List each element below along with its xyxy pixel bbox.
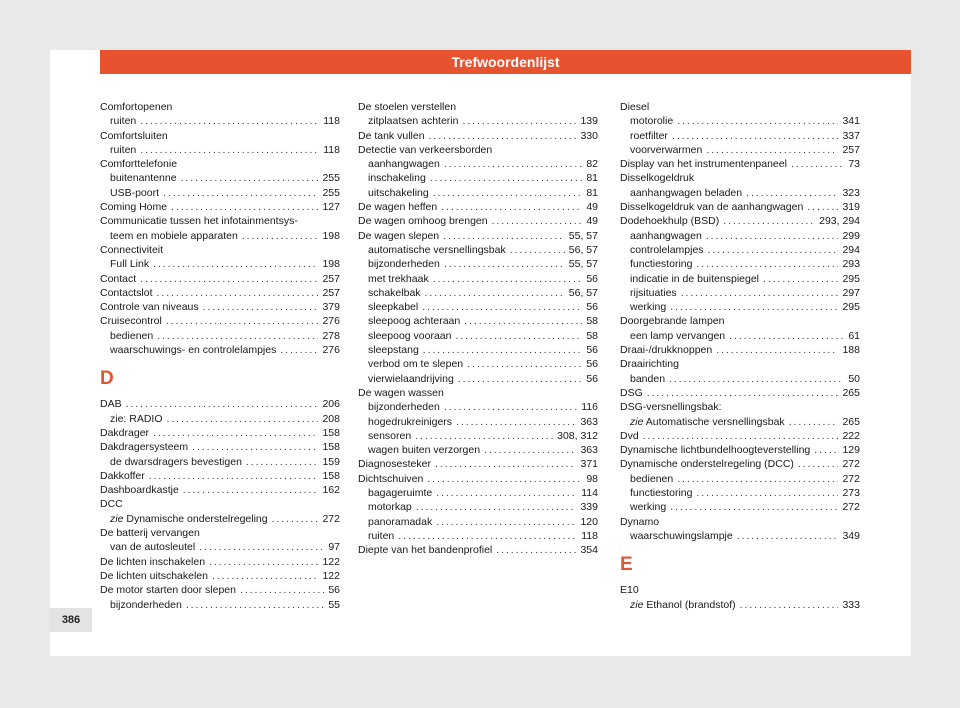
index-entry[interactable] — [100, 469, 340, 483]
entry-label: motorolie — [630, 115, 674, 128]
entry-label: sleepoog achteraan — [368, 315, 461, 328]
entry-page: 116 — [581, 401, 598, 414]
entry-label: Cruisecontrol — [100, 315, 162, 328]
entry-page: 255 — [322, 172, 340, 185]
index-entry[interactable] — [100, 257, 340, 271]
entry-page: 56 — [586, 344, 598, 357]
entry-page: 222 — [842, 429, 860, 442]
index-entry[interactable] — [358, 329, 598, 343]
see-target: Ethanol (brandstof) — [646, 598, 736, 611]
index-heading: Disselkogeldruk — [620, 172, 695, 185]
entry-page: 139 — [580, 115, 598, 128]
entry-page: 257 — [322, 286, 340, 299]
entry-page: 73 — [848, 158, 860, 171]
entry-label: De lichten inschakelen — [100, 555, 206, 568]
entry-page: 363 — [580, 444, 598, 457]
entry-page: 158 — [322, 469, 340, 482]
index-heading: Comforttelefonie — [100, 158, 178, 171]
index-heading: DSG-versnellingsbak: — [620, 401, 722, 414]
entry-label: Controle van niveaus — [100, 301, 199, 314]
entry-label: verbod om te slepen — [368, 358, 464, 371]
index-entry[interactable] — [358, 472, 598, 486]
index-heading: De stoelen verstellen — [358, 101, 457, 113]
index-heading: Diesel — [620, 101, 650, 113]
entry-page: 56 — [586, 358, 598, 371]
index-column-1 — [100, 100, 340, 612]
index-entry[interactable] — [620, 114, 860, 128]
entry-page: 127 — [322, 201, 340, 214]
entry-label: de dwarsdragers bevestigen — [110, 455, 242, 468]
entry-label: buitenantenne — [110, 172, 177, 185]
entry-label: De wagen slepen — [358, 229, 440, 242]
entry-label: teem en mobiele apparaten — [110, 229, 238, 242]
entry-label: van de autosleutel — [110, 541, 196, 554]
index-entry[interactable] — [358, 357, 598, 371]
index-entry[interactable] — [100, 555, 340, 569]
index-page — [50, 50, 911, 656]
entry-label: De wagen omhoog brengen — [358, 215, 488, 228]
entry-page: 295 — [842, 272, 860, 285]
entry-page: 206 — [322, 398, 340, 411]
index-entry[interactable] — [358, 372, 598, 386]
entry-label: automatische versnellingsbak — [368, 243, 506, 256]
index-entry[interactable] — [358, 214, 598, 228]
index-heading: Dynamo — [620, 515, 660, 528]
index-heading: De wagen wassen — [358, 386, 444, 399]
index-entry[interactable] — [100, 229, 340, 243]
entry-page: 55, 57 — [568, 258, 598, 271]
index-entry[interactable] — [358, 157, 598, 171]
index-entry[interactable] — [100, 483, 340, 497]
entry-page: 188 — [842, 344, 860, 357]
entry-page: 56 — [328, 584, 340, 597]
index-entry[interactable] — [100, 583, 340, 597]
entry-page: 114 — [581, 487, 598, 500]
entry-page: 97 — [328, 541, 340, 554]
entry-page: 272 — [842, 458, 860, 471]
entry-label: sleepstang — [368, 344, 419, 357]
entry-label — [630, 415, 785, 429]
entry-label: motorkap — [368, 501, 412, 514]
entry-label: met trekhaak — [368, 272, 429, 285]
index-heading: Connectiviteit — [100, 243, 164, 256]
index-entry[interactable] — [620, 472, 860, 486]
entry-label: functiestoring — [630, 258, 693, 271]
entry-page: 276 — [322, 344, 340, 357]
entry-label: Disselkogeldruk van de aanhangwagen — [620, 201, 804, 214]
entry-page: 56, 57 — [568, 286, 598, 299]
entry-page: 293, 294 — [819, 215, 860, 228]
index-entry[interactable] — [620, 186, 860, 200]
entry-page: 198 — [322, 258, 340, 271]
entry-label: ruiten — [110, 115, 137, 128]
entry-page: 319 — [842, 201, 860, 214]
index-entry[interactable] — [358, 171, 598, 185]
index-entry[interactable] — [358, 400, 598, 414]
index-entry[interactable] — [358, 186, 598, 200]
entry-label: een lamp vervangen — [630, 329, 726, 342]
entry-page: 56 — [586, 372, 598, 385]
index-entry[interactable] — [358, 286, 598, 300]
index-entry[interactable] — [100, 286, 340, 300]
see-prefix: zie — [630, 415, 644, 428]
index-entry[interactable] — [100, 343, 340, 357]
entry-page: 81 — [586, 186, 598, 199]
index-entry[interactable] — [358, 200, 598, 214]
entry-page: 118 — [581, 529, 598, 542]
entry-page: 81 — [586, 172, 598, 185]
index-entry[interactable] — [620, 329, 860, 343]
entry-page: 198 — [322, 229, 340, 242]
entry-page: 272 — [842, 501, 860, 514]
entry-page: 158 — [322, 426, 340, 439]
entry-page: 272 — [322, 512, 340, 525]
index-entry[interactable] — [100, 143, 340, 157]
see-target: Automatische versnellingsbak — [645, 415, 785, 428]
entry-label: Coming Home — [100, 201, 168, 214]
entry-page: 49 — [586, 215, 598, 228]
entry-label: bijzonderheden — [368, 401, 440, 414]
index-entry[interactable] — [620, 286, 860, 300]
entry-label: Diagnosesteker — [358, 458, 431, 471]
entry-page: 339 — [580, 501, 598, 514]
index-entry[interactable] — [358, 429, 598, 443]
entry-page: 82 — [586, 158, 598, 171]
index-heading: Doorgebrande lampen — [620, 315, 725, 328]
entry-page: 371 — [580, 458, 598, 471]
index-entry[interactable] — [358, 415, 598, 429]
index-entry[interactable] — [100, 397, 340, 411]
entry-page: 293 — [842, 258, 860, 271]
entry-page: 61 — [848, 329, 860, 342]
index-entry[interactable] — [620, 500, 860, 514]
entry-label: Dodehoekhulp (BSD) — [620, 215, 720, 228]
index-entry[interactable] — [358, 543, 598, 557]
index-entry[interactable] — [620, 300, 860, 314]
entry-page: 56 — [586, 301, 598, 314]
index-entry[interactable] — [620, 157, 860, 171]
page-number: 386 — [50, 608, 92, 632]
entry-label: aanhangwagen — [630, 229, 702, 242]
entry-page: 273 — [842, 487, 860, 500]
entry-page: 122 — [322, 555, 340, 568]
entry-label: De wagen heffen — [358, 201, 438, 214]
entry-label: sleepoog vooraan — [368, 329, 452, 342]
index-entry[interactable] — [620, 257, 860, 271]
entry-label: ruiten — [110, 143, 137, 156]
index-entry[interactable] — [358, 272, 598, 286]
index-entry[interactable] — [358, 229, 598, 243]
entry-label: DSG — [620, 386, 643, 399]
entry-page: 379 — [322, 301, 340, 314]
entry-label: werking — [630, 301, 667, 314]
entry-label: Draai-/drukknoppen — [620, 344, 713, 357]
index-entry[interactable] — [100, 171, 340, 185]
entry-label: roetfilter — [630, 129, 668, 142]
index-heading: Detectie van verkeersborden — [358, 143, 493, 156]
entry-label: panoramadak — [368, 515, 433, 528]
entry-label: DAB — [100, 398, 122, 411]
index-entry[interactable] — [100, 200, 340, 214]
index-entry[interactable] — [100, 440, 340, 454]
index-entry[interactable] — [620, 598, 860, 612]
index-entry[interactable] — [358, 300, 598, 314]
entry-label: bagageruimte — [368, 487, 433, 500]
entry-page: 158 — [322, 441, 340, 454]
index-entry[interactable] — [358, 243, 598, 257]
entry-label: Full Link — [110, 258, 150, 271]
index-entry[interactable] — [620, 229, 860, 243]
entry-page: 337 — [842, 129, 860, 142]
entry-label: indicatie in de buitenspiegel — [630, 272, 760, 285]
entry-label: De motor starten door slepen — [100, 584, 236, 597]
index-entry[interactable] — [620, 486, 860, 500]
entry-label: aanhangwagen — [368, 158, 440, 171]
index-entry[interactable] — [100, 540, 340, 554]
entry-label: vierwielaandrijving — [368, 372, 454, 385]
index-entry[interactable] — [100, 300, 340, 314]
entry-label: functiestoring — [630, 487, 693, 500]
entry-page: 162 — [322, 484, 340, 497]
entry-page: 294 — [842, 243, 860, 256]
index-entry[interactable] — [620, 214, 860, 228]
entry-page: 118 — [323, 143, 340, 156]
entry-page: 55, 57 — [568, 229, 598, 242]
index-column-3 — [620, 100, 860, 612]
entry-label: schakelbak — [368, 286, 421, 299]
entry-label: Dynamische onderstelregeling (DCC) — [620, 458, 794, 471]
entry-page: 354 — [580, 544, 598, 557]
entry-page: 295 — [842, 301, 860, 314]
index-entry[interactable] — [100, 455, 340, 469]
entry-page: 272 — [842, 472, 860, 485]
entry-label — [630, 598, 736, 612]
entry-page: 276 — [322, 315, 340, 328]
entry-page: 49 — [586, 201, 598, 214]
index-entry[interactable] — [358, 457, 598, 471]
index-entry[interactable] — [358, 515, 598, 529]
entry-label: sensoren — [368, 429, 412, 442]
entry-page: 208 — [322, 412, 340, 425]
index-entry[interactable] — [100, 314, 340, 328]
section-letter-d: D — [100, 368, 114, 390]
index-entry[interactable] — [100, 329, 340, 343]
index-entry[interactable] — [358, 314, 598, 328]
entry-label: Dakdrager — [100, 426, 150, 439]
entry-label: bedienen — [630, 472, 674, 485]
entry-page: 349 — [842, 529, 860, 542]
entry-label: voorverwarmen — [630, 143, 703, 156]
index-column-2 — [358, 100, 598, 558]
entry-page: 308, 312 — [557, 429, 598, 442]
index-entry[interactable] — [358, 500, 598, 514]
index-entry[interactable] — [358, 257, 598, 271]
entry-label: zitplaatsen achterin — [368, 115, 459, 128]
entry-label: aanhangwagen beladen — [630, 186, 743, 199]
entry-label: rijsituaties — [630, 286, 677, 299]
index-entry[interactable] — [620, 129, 860, 143]
index-entry[interactable] — [358, 443, 598, 457]
entry-label: Diepte van het bandenprofiel — [358, 544, 493, 557]
index-entry[interactable] — [620, 272, 860, 286]
index-entry[interactable] — [620, 343, 860, 357]
entry-label: bijzonderheden — [368, 258, 440, 271]
entry-page: 341 — [842, 115, 860, 128]
index-entry[interactable] — [620, 415, 860, 429]
index-heading: De batterij vervangen — [100, 527, 200, 540]
entry-label: De lichten uitschakelen — [100, 569, 208, 582]
entry-label: Dynamische lichtbundelhoogteverstelling — [620, 444, 811, 457]
entry-page: 50 — [848, 372, 860, 385]
entry-page: 118 — [323, 115, 340, 128]
index-heading: Communicatie tussen het infotainmentsys- — [100, 215, 298, 228]
entry-page: 330 — [580, 129, 598, 142]
entry-label: bedienen — [110, 329, 154, 342]
see-prefix: zie — [110, 512, 124, 525]
entry-label: Contactslot — [100, 286, 153, 299]
index-heading: DCC — [100, 498, 123, 511]
index-heading: Comfortopenen — [100, 101, 173, 113]
entry-label: banden — [630, 372, 666, 385]
index-entry[interactable] — [620, 457, 860, 471]
entry-label: Contact — [100, 272, 137, 285]
entry-label: inschakeling — [368, 172, 426, 185]
index-entry[interactable] — [620, 429, 860, 443]
index-entry[interactable] — [620, 372, 860, 386]
entry-page: 120 — [580, 515, 598, 528]
section-letter-e: E — [620, 554, 633, 576]
entry-label: hogedrukreinigers — [368, 415, 453, 428]
entry-page: 363 — [580, 415, 598, 428]
entry-label: waarschuwings- en controlelampjes — [110, 344, 277, 357]
index-entry[interactable] — [358, 129, 598, 143]
index-entry[interactable] — [100, 114, 340, 128]
index-entry[interactable] — [100, 512, 340, 526]
entry-label: werking — [630, 501, 667, 514]
index-entry[interactable] — [620, 143, 860, 157]
entry-label: uitschakeling — [368, 186, 429, 199]
entry-label: sleepkabel — [368, 301, 419, 314]
entry-label: USB-poort — [110, 186, 160, 199]
entry-label: Dichtschuiven — [358, 472, 424, 485]
entry-label: wagen buiten verzorgen — [368, 444, 481, 457]
entry-page: 122 — [322, 569, 340, 582]
index-entry[interactable] — [358, 486, 598, 500]
entry-label: Dakdragersysteem — [100, 441, 189, 454]
index-entry[interactable] — [620, 386, 860, 400]
entry-label: Display van het instrumentenpaneel — [620, 158, 787, 171]
entry-page: 257 — [322, 272, 340, 285]
entry-label — [110, 512, 268, 526]
entry-label: zie: RADIO — [110, 412, 163, 425]
index-entry[interactable] — [100, 186, 340, 200]
entry-label: Dvd — [620, 429, 639, 442]
entry-page: 159 — [322, 455, 340, 468]
entry-page: 299 — [842, 229, 860, 242]
entry-label: waarschuwingslampje — [630, 529, 733, 542]
entry-page: 278 — [322, 329, 340, 342]
entry-page: 55 — [328, 598, 340, 611]
index-heading: Comfortsluiten — [100, 129, 168, 142]
index-entry[interactable] — [620, 443, 860, 457]
see-prefix: zie — [630, 598, 644, 611]
index-entry[interactable] — [100, 272, 340, 286]
entry-page: 265 — [842, 415, 860, 428]
entry-page: 56 — [586, 272, 598, 285]
index-entry[interactable] — [100, 412, 340, 426]
entry-label: De tank vullen — [358, 129, 425, 142]
index-entry[interactable] — [100, 426, 340, 440]
entry-page: 58 — [586, 329, 598, 342]
entry-page: 265 — [842, 386, 860, 399]
entry-page: 323 — [842, 186, 860, 199]
index-heading: E10 — [620, 584, 639, 597]
index-entry[interactable] — [358, 529, 598, 543]
entry-label: bijzonderheden — [110, 598, 182, 611]
index-entry[interactable] — [620, 200, 860, 214]
page-title: Trefwoordenlijst — [100, 50, 911, 74]
index-entry[interactable] — [100, 569, 340, 583]
index-entry[interactable] — [358, 343, 598, 357]
entry-page: 333 — [842, 598, 860, 611]
entry-page: 58 — [586, 315, 598, 328]
index-entry[interactable] — [100, 598, 340, 612]
entry-page: 255 — [322, 186, 340, 199]
entry-page: 297 — [842, 286, 860, 299]
entry-label: ruiten — [368, 529, 395, 542]
entry-label: controlelampjes — [630, 243, 704, 256]
index-heading: Draairichting — [620, 358, 679, 371]
index-entry[interactable] — [358, 114, 598, 128]
entry-page: 56, 57 — [568, 243, 598, 256]
entry-page: 129 — [842, 444, 860, 457]
index-entry[interactable] — [620, 243, 860, 257]
index-entry[interactable] — [620, 529, 860, 543]
entry-label: Dashboardkastje — [100, 484, 179, 497]
see-target: Dynamische onderstelregeling — [126, 512, 268, 525]
entry-label: Dakkoffer — [100, 469, 145, 482]
entry-page: 257 — [842, 143, 860, 156]
entry-page: 98 — [586, 472, 598, 485]
